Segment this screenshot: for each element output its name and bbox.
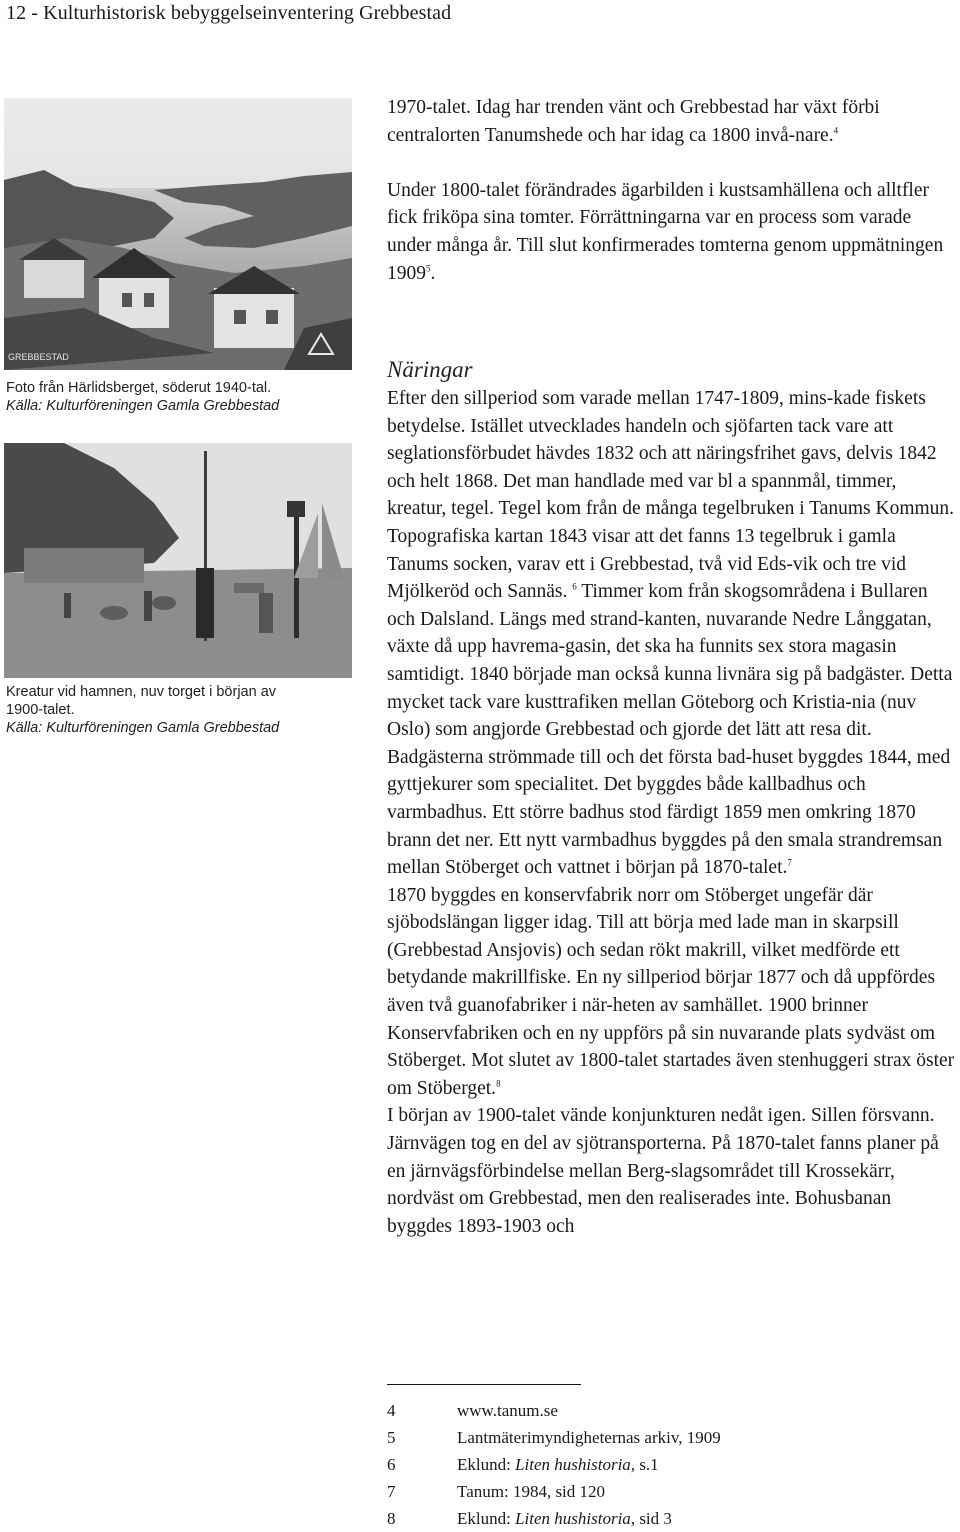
harbour-view-photo bbox=[4, 98, 352, 370]
footnote-author: Eklund: bbox=[457, 1509, 516, 1528]
photo2-caption-line2: 1900-talet. bbox=[6, 702, 75, 718]
footnote-text: Tanum: 1984, sid 120 bbox=[457, 1482, 606, 1501]
footnote-number: 4 bbox=[387, 1401, 396, 1420]
section-paragraph-2 bbox=[387, 882, 957, 1103]
section-paragraph-1-text: Efter den sillperiod som varade mellan 1747-1809, mins-kade fiskets betydelse. Istället utvecklades handeln och sjöfarten tack vare att seglationsförbudet hävdes 1832 och att näringsfrihet gavs, delvis 1842 och helt 1868. Det man handlade med var bl a spannmål, timmer, kreatur, tegel. Tegel kom från de många tegelbruken i Tanums Kommun. Topografiska kartan 1843 visar att det fanns 13 tegelbruk i gamla Tanums socken, varav ett i Grebbestad, två vid Eds-vik och tre vid Mjölkeröd och Sannäs. bbox=[387, 388, 955, 603]
footnote-ref-4: 4 bbox=[833, 125, 839, 136]
footnote-title: Liten hushistoria, bbox=[515, 1455, 636, 1474]
section-text bbox=[387, 385, 957, 1240]
footnote-ref-5: 5 bbox=[426, 263, 431, 274]
page-header: 12 - Kulturhistorisk bebyggelseinventering Grebbestad bbox=[6, 2, 452, 24]
section-heading: Näringar bbox=[387, 357, 473, 382]
section-paragraph-2-text: 1870 byggdes en konservfabrik norr om Stöberget ungefär där sjöbodslängan ligger idag. Till att börja med lade man in skarpsill (Grebbestad Ansjovis) och sedan rökt makrill, vilket medförde ett betydande makrillfiske. En ny sillperiod börjar 1877 och då uppfördes även två guanofabriker i när-heten av samhället. 1900 brinner Konservfabriken och en ny uppförs på sin nuvarande plats sydväst om Stöberget. Mot slutet av 1800-talet startades även stenhuggeri strax öster om Stöberget. bbox=[387, 884, 955, 1099]
photo1-caption bbox=[6, 379, 366, 415]
footnote-page: , sid 3 bbox=[630, 1509, 672, 1528]
photo2-caption-line1: Kreatur vid hamnen, nuv torget i början av bbox=[6, 684, 277, 700]
footnote-author: Eklund: bbox=[457, 1455, 516, 1474]
section-paragraph-3: I början av 1900-talet vände konjunkturen nedåt igen. Sillen försvann. Järnvägen tog en del av sjötransporterna. På 1870-talet fanns planer på en järnvägsförbindelse mellan Berg-slagsområdet till Krossekärr, nordväst om Grebbestad, men den realiserades inte. Bohusbanan byggdes 1893-1903 och bbox=[387, 1105, 939, 1237]
photo2-caption bbox=[6, 683, 366, 737]
footnote-ref-8: 8 bbox=[496, 1078, 501, 1089]
footnote-ref-7: 7 bbox=[787, 857, 792, 868]
intro-paragraph-1-text: 1970-talet. Idag har trenden vänt och Grebbestad har växt förbi centralorten Tanumshede och har idag ca 1800 invå-nare. bbox=[387, 97, 880, 146]
footnote-ref-6: 6 bbox=[572, 581, 577, 592]
section-paragraph-1 bbox=[387, 385, 957, 882]
cattle-harbour-photo bbox=[4, 443, 352, 678]
postcard-label: GREBBESTAD bbox=[8, 352, 69, 362]
photo1-caption-text: Foto från Härlidsberget, söderut 1940-tal. bbox=[6, 380, 272, 396]
intro-paragraph-1 bbox=[387, 94, 957, 149]
photo1-source: Källa: Kulturföreningen Gamla Grebbestad bbox=[6, 398, 280, 414]
footnote-text bbox=[457, 1505, 672, 1532]
footnote-number: 5 bbox=[387, 1428, 396, 1447]
photo2-source: Källa: Kulturföreningen Gamla Grebbestad bbox=[6, 720, 280, 736]
footnote-divider bbox=[387, 1384, 581, 1385]
footnote-title: Liten hushistoria bbox=[515, 1509, 631, 1528]
intro-paragraph-2-text: Under 1800-talet förändrades ägarbilden i kustsamhällena och alltfler fick friköpa sina tomter. Förrättningarna var en process som varade under många år. Till slut konfirmerades tomterna genom uppmätningen 1909 bbox=[387, 179, 944, 284]
section-paragraph-1-cont: Timmer kom från skogsområdena i Bullaren och Dalsland. Längs med strand-kanten, nuvarande Nedre Långgatan, växte då upp havrema-gasin, det ska ha funnits sex stora magasin samtidigt. 1840 började man också kunna livnära sig på badgäster. Detta mycket tack vare kusttrafiken mellan Göteborg och Kristia-nia (nuv Oslo) som angjorde Grebbestad och gjorde det lätt att resa dit. Badgästerna strömmade till och det första bad-huset byggdes 1844, med gyttjekurer som specialitet. Det byggdes både kallbadhus och varmbadhus. Ett större badhus stod färdigt 1859 men omkring 1870 brann det ner. Ett nytt varmbadhus byggdes på den smala strandremsan mellan Stöberget och vattnet i början på 1870-talet. bbox=[387, 581, 953, 879]
footnote-page: s.1 bbox=[635, 1455, 659, 1474]
footnote-text: www.tanum.se bbox=[457, 1401, 558, 1420]
footnote-number: 6 bbox=[387, 1455, 396, 1474]
footnote-text bbox=[457, 1451, 659, 1478]
intro-paragraph-2-end: . bbox=[430, 262, 436, 284]
footnote-number: 7 bbox=[387, 1482, 396, 1501]
intro-text bbox=[387, 94, 957, 287]
footnote-text: Lantmäterimyndigheternas arkiv, 1909 bbox=[457, 1428, 721, 1447]
footnote-number: 8 bbox=[387, 1509, 396, 1528]
intro-paragraph-2 bbox=[387, 177, 957, 287]
